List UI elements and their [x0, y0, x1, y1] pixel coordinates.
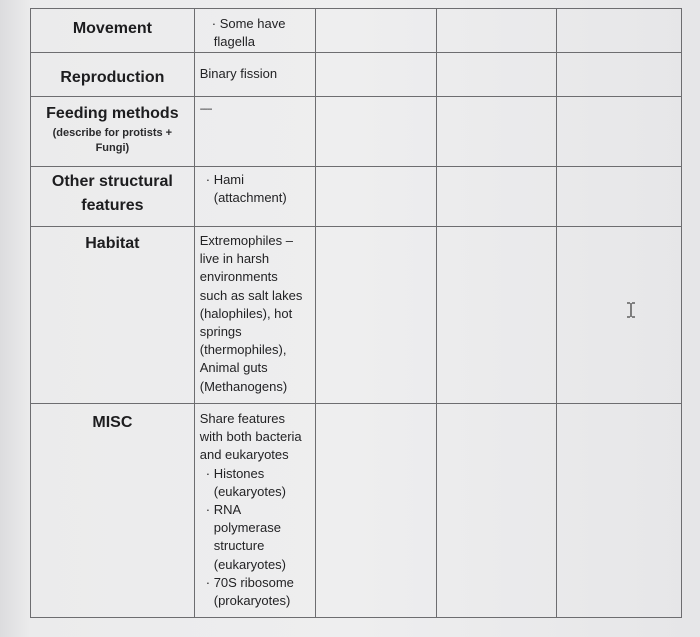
empty-cell[interactable]	[557, 167, 682, 227]
empty-cell[interactable]	[557, 9, 682, 53]
table-row	[31, 53, 682, 97]
cell-line: · 70S ribosome	[205, 574, 294, 590]
row-label: Reproduction	[60, 69, 165, 86]
empty-cell[interactable]	[436, 404, 557, 618]
cell-line: · Some have	[211, 16, 286, 31]
empty-cell[interactable]	[316, 167, 437, 227]
empty-cell[interactable]	[436, 9, 557, 53]
cell-line: · RNA	[205, 502, 242, 518]
empty-cell[interactable]	[316, 227, 437, 404]
cell-line: (Methanogens)	[199, 378, 288, 394]
cell-line: flagella	[213, 34, 255, 49]
cell-line: · Histones	[205, 465, 265, 481]
empty-cell[interactable]	[436, 97, 557, 167]
table-row	[31, 97, 682, 167]
cell-line: (halophiles), hot	[199, 305, 293, 321]
archaea-cell[interactable]	[194, 404, 316, 618]
row-label-cell	[31, 9, 195, 53]
table-row	[31, 404, 682, 618]
cell-line: such as salt lakes	[199, 287, 303, 303]
row-label-cell	[31, 167, 195, 227]
cell-line: (eukaryotes)	[213, 483, 286, 499]
cell-line: structure	[213, 538, 265, 554]
row-sublabel: Fungi)	[95, 142, 130, 154]
empty-cell[interactable]	[316, 53, 437, 97]
empty-cell[interactable]	[557, 53, 682, 97]
cell-line: polymerase	[213, 520, 281, 536]
empty-cell[interactable]	[557, 404, 682, 618]
archaea-cell[interactable]	[194, 167, 316, 227]
cell-line: (prokaryotes)	[213, 593, 291, 609]
row-label: MISC	[92, 414, 133, 431]
row-label-cell	[31, 404, 195, 618]
cell-line: Binary fission	[199, 66, 278, 81]
cell-line: (eukaryotes)	[213, 556, 286, 572]
archaea-cell[interactable]	[194, 97, 316, 167]
cell-line: Extremophiles –	[199, 233, 293, 248]
table-row	[31, 167, 682, 227]
row-label: Feeding methods	[46, 105, 179, 122]
empty-cell[interactable]	[436, 53, 557, 97]
archaea-cell[interactable]	[194, 227, 316, 404]
cell-line: (thermophiles),	[199, 342, 287, 358]
empty-cell[interactable]	[557, 227, 682, 404]
row-label-cell	[31, 53, 195, 97]
cell-line: environments	[199, 269, 278, 285]
row-label: Habitat	[85, 235, 140, 252]
table-row	[31, 227, 682, 404]
comparison-table	[30, 8, 682, 618]
row-label: Other structural	[51, 173, 173, 190]
cell-line: -----	[199, 104, 212, 115]
text-cursor-icon	[626, 302, 636, 318]
archaea-cell[interactable]	[194, 9, 316, 53]
empty-cell[interactable]	[436, 227, 557, 404]
cell-line: springs	[199, 324, 242, 340]
row-label: features	[81, 197, 144, 214]
cell-line: live in harsh	[199, 251, 270, 267]
row-label: Movement	[72, 20, 152, 37]
cell-line: Animal guts	[199, 360, 268, 376]
row-sublabel: (describe for protists +	[52, 127, 173, 139]
row-label-cell	[31, 97, 195, 167]
row-label-cell	[31, 227, 195, 404]
cell-line: (attachment)	[213, 190, 287, 205]
cell-line: with both bacteria	[199, 429, 302, 445]
empty-cell[interactable]	[436, 167, 557, 227]
empty-cell[interactable]	[557, 97, 682, 167]
empty-cell[interactable]	[316, 9, 437, 53]
archaea-cell[interactable]	[194, 53, 316, 97]
table-row	[31, 9, 682, 53]
empty-cell[interactable]	[316, 97, 437, 167]
cell-line: and eukaryotes	[199, 447, 289, 463]
empty-cell[interactable]	[316, 404, 437, 618]
cell-line: Share features	[199, 411, 286, 426]
cell-line: · Hami	[205, 172, 245, 187]
